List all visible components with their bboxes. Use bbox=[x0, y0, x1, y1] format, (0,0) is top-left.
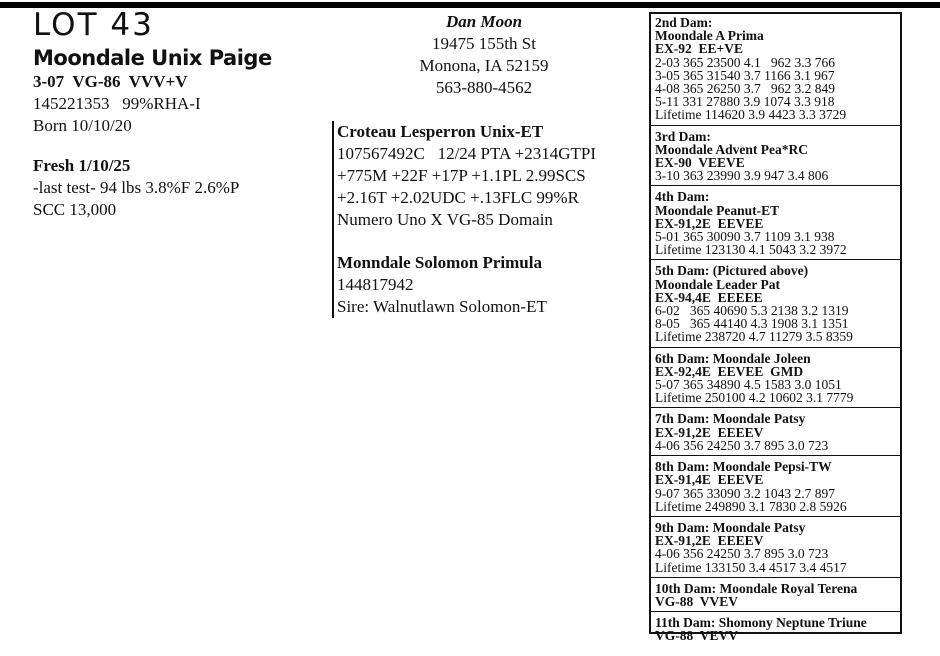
cow-info bbox=[33, 71, 201, 137]
breeder-block bbox=[400, 11, 568, 99]
dam-heading: 10th Dam: Moondale Royal Terena bbox=[655, 580, 858, 596]
dam-record: Lifetime 238720 4.7 11279 3.5 8359 bbox=[655, 329, 853, 345]
dam-record: Lifetime 123130 4.1 5043 3.2 3972 bbox=[655, 242, 847, 258]
breeder-city: Monona, IA 52159 bbox=[419, 56, 549, 75]
last-test: -last test- 94 lbs 3.8%F 2.6%P bbox=[33, 178, 240, 197]
dam-record: Lifetime 133150 3.4 4517 3.4 4517 bbox=[655, 559, 847, 575]
dam-pedigree-box bbox=[649, 12, 902, 644]
mgs-name: Monndale Solomon Primula bbox=[337, 253, 542, 272]
breeder-phone: 563-880-4562 bbox=[435, 78, 533, 97]
dam-record: 5-11 331 27880 3.9 1074 3.3 918 bbox=[655, 94, 835, 110]
dam-classification: EX-94,4E EEEEE bbox=[655, 289, 763, 305]
sire-line: Numero Uno X VG-85 Domain bbox=[337, 210, 553, 229]
dam-classification: EX-92 EE+VE bbox=[655, 41, 743, 57]
dam-record: 4-06 356 24250 3.7 895 3.0 723 bbox=[655, 437, 829, 453]
sire-name: Croteau Lesperron Unix-ET bbox=[337, 122, 544, 141]
dam-classification: EX-90 VEEVE bbox=[655, 155, 745, 171]
dam-classification: EX-91,4E EEEVE bbox=[655, 472, 764, 488]
dam-entry bbox=[651, 460, 900, 517]
dam-entry bbox=[651, 521, 900, 578]
dam-name: Moondale Leader Pat bbox=[655, 276, 780, 292]
breeder-address: 19475 155th St bbox=[432, 34, 536, 53]
dam-classification: VG-88 VEVV bbox=[655, 628, 739, 644]
breeder-name: Dan Moon bbox=[445, 12, 523, 31]
mgs-sire: Sire: Walnutlawn Solomon-ET bbox=[337, 297, 547, 316]
dam-name: Moondale A Prima bbox=[655, 28, 764, 44]
dam-entry bbox=[651, 264, 900, 347]
mgs-registration: 144817942 bbox=[337, 275, 414, 294]
dam-record: 5-01 365 30090 3.7 1109 3.1 938 bbox=[655, 229, 835, 245]
dam-record: 4-06 356 24250 3.7 895 3.0 723 bbox=[655, 546, 829, 562]
registration: 145221353 99%RHA-I bbox=[33, 94, 201, 113]
dam-entry bbox=[651, 616, 900, 645]
dam-entry bbox=[651, 16, 900, 126]
dam-name: Moondale Advent Pea*RC bbox=[655, 141, 808, 157]
dam-classification: EX-91,2E EEVEE bbox=[655, 215, 764, 231]
dam-entry bbox=[651, 412, 900, 456]
spacer bbox=[337, 231, 637, 252]
dam-record: 3-05 365 31540 3.7 1166 3.1 967 bbox=[655, 67, 835, 83]
dam-heading: 8th Dam: Moondale Pepsi-TW bbox=[655, 459, 832, 475]
sire-block bbox=[332, 121, 637, 318]
dam-heading: 2nd Dam: bbox=[655, 15, 713, 30]
sire-line: +2.16T +2.02UDC +.13FLC 99%R bbox=[337, 188, 579, 207]
dam-heading: 4th Dam: bbox=[655, 189, 710, 205]
dam-record: Lifetime 249890 3.1 7830 2.8 5926 bbox=[655, 498, 847, 514]
dam-classification: EX-91,2E EEEEV bbox=[655, 533, 764, 549]
dam-record: 8-05 365 44140 4.3 1908 3.1 1351 bbox=[655, 316, 849, 332]
dam-heading: 7th Dam: Moondale Patsy bbox=[655, 411, 806, 427]
dam-record: 3-10 363 23990 3.9 947 3.4 806 bbox=[655, 168, 829, 184]
sire-line: +775M +22F +17P +1.1PL 2.99SCS bbox=[337, 166, 586, 185]
dam-record: 6-02 365 40690 5.3 2138 3.2 1319 bbox=[655, 303, 849, 319]
dam-entry bbox=[651, 582, 900, 612]
dam-heading: 9th Dam: Moondale Patsy bbox=[655, 519, 806, 535]
dam-record: 9-07 365 33090 3.2 1043 2.7 897 bbox=[655, 485, 835, 501]
dam-heading: 3rd Dam: bbox=[655, 128, 711, 144]
dam-record: 5-07 365 34890 4.5 1583 3.0 1051 bbox=[655, 377, 842, 393]
classification: 3-07 VG-86 VVV+V bbox=[33, 72, 188, 91]
sire-line: 107567492C 12/24 PTA +2314GTPI bbox=[337, 144, 596, 163]
cow-name: Moondale Unix Paige bbox=[33, 46, 272, 70]
fresh-info bbox=[33, 155, 239, 221]
dam-entry bbox=[651, 352, 900, 409]
dam-record: Lifetime 250100 4.2 10602 3.1 7779 bbox=[655, 390, 854, 406]
birth-date: Born 10/10/20 bbox=[33, 116, 132, 135]
dam-name: Moondale Peanut-ET bbox=[655, 202, 780, 218]
dam-entry bbox=[651, 130, 900, 187]
dam-heading: 11th Dam: Shomony Neptune Triune bbox=[655, 615, 867, 631]
fresh-date: Fresh 1/10/25 bbox=[33, 156, 131, 175]
scc: SCC 13,000 bbox=[33, 200, 117, 219]
dam-heading: 5th Dam: (Pictured above) bbox=[655, 263, 809, 279]
dam-entry bbox=[651, 190, 900, 260]
lot-number: LOT 43 bbox=[33, 7, 154, 43]
dam-record: 2-03 365 23500 4.1 962 3.3 766 bbox=[655, 54, 835, 70]
dam-record: 4-08 365 26250 3.7 962 3.2 849 bbox=[655, 81, 835, 97]
dam-record: Lifetime 114620 3.9 4423 3.3 3729 bbox=[655, 107, 847, 123]
dam-classification: VG-88 VVEV bbox=[655, 593, 739, 609]
dam-heading: 6th Dam: Moondale Joleen bbox=[655, 350, 811, 366]
dam-classification: EX-92,4E EEVEE GMD bbox=[655, 363, 804, 379]
dam-classification: EX-91,2E EEEEV bbox=[655, 424, 764, 440]
